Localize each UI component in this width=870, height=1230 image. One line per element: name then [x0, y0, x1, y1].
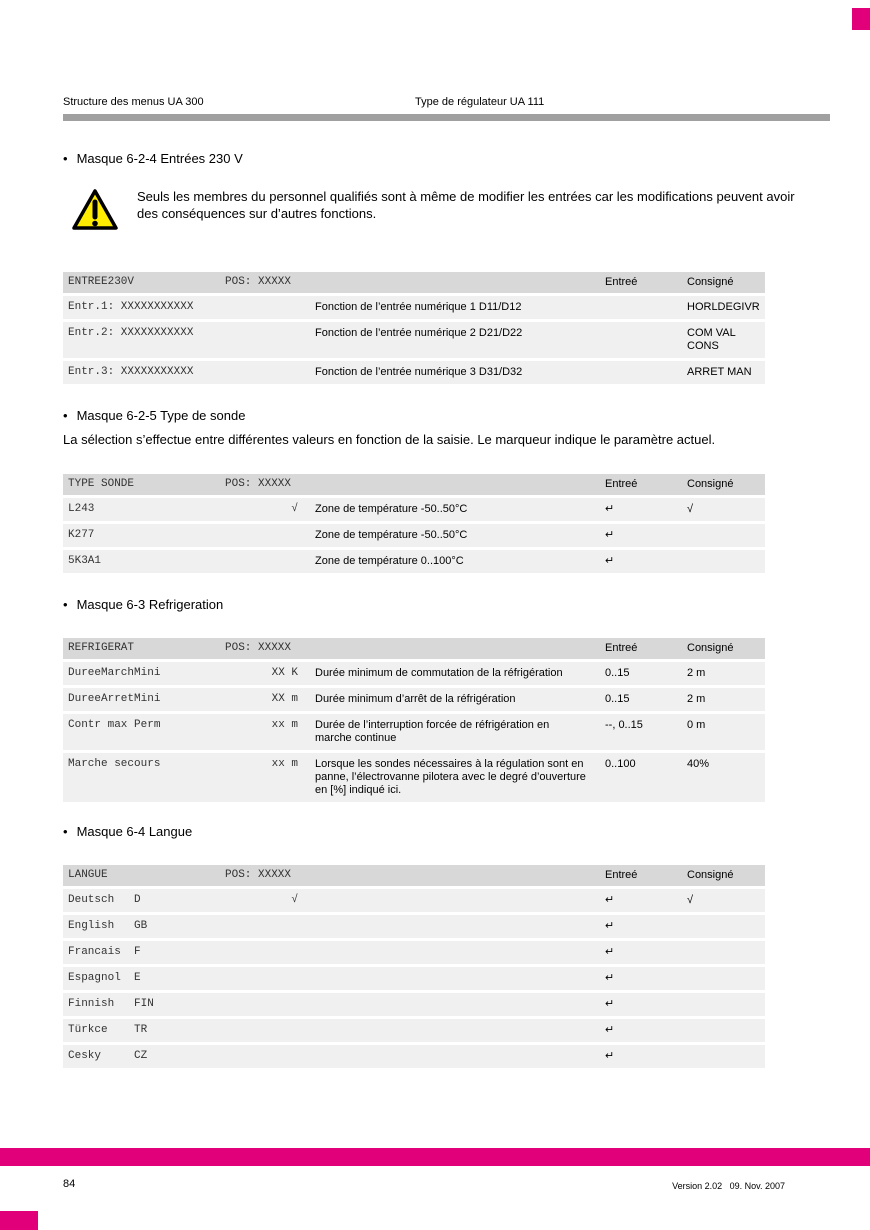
- corner-mark-bottom-left: [0, 1211, 38, 1230]
- table-pos: POS: XXXXX: [225, 642, 292, 654]
- page-content: [63, 0, 830, 1071]
- section-heading-6-2-4: • Masque 6-2-4 Entrées 230 V: [63, 151, 830, 166]
- cell-consigne: 2 m: [687, 667, 706, 679]
- cell-consigne: √: [687, 503, 694, 515]
- table-row: [63, 941, 765, 964]
- cell-desc: Fonction de l’entrée numérique 2 D21/D22: [315, 327, 523, 339]
- cell-entree: ↵: [605, 920, 615, 932]
- cell-desc: Lorsque les sondes nécessaires à la régulation sont en panne, l’électrovanne pilotera avec le degré d’ouverture en [%] indiqué ici.: [315, 758, 586, 796]
- cell-entree: ↵: [605, 894, 615, 906]
- cell-entree: --, 0..15: [605, 719, 643, 731]
- table-row: [63, 550, 765, 573]
- cell-entree: ↵: [605, 998, 615, 1010]
- cell-name: Francais F: [68, 946, 141, 958]
- table-header-row: [63, 865, 765, 886]
- cell-name: 5K3A1: [68, 555, 102, 567]
- table-header-row: [63, 474, 765, 495]
- col-header-entree: Entreé: [605, 642, 638, 654]
- cell-value: xx m: [271, 719, 298, 731]
- cell-desc: Fonction de l’entrée numérique 1 D11/D12: [315, 301, 522, 313]
- page-number: 84: [63, 1178, 76, 1190]
- cell-desc: Fonction de l’entrée numérique 3 D31/D32: [315, 366, 523, 378]
- table-row: [63, 753, 765, 802]
- cell-entree: ↵: [605, 972, 615, 984]
- section-heading-6-3: • Masque 6-3 Refrigeration: [63, 597, 830, 612]
- table-row: [63, 524, 765, 547]
- table-title: REFRIGERAT: [68, 642, 135, 654]
- cell-name: Finnish FIN: [68, 998, 154, 1010]
- cell-entree: ↵: [605, 1050, 615, 1062]
- table-row: [63, 688, 765, 711]
- cell-name: DureeArretMini: [68, 693, 161, 705]
- header-rule: [63, 114, 830, 121]
- table-row: [63, 714, 765, 750]
- running-header-right: Type de régulateur UA 111: [415, 96, 545, 108]
- warning-icon: [71, 188, 119, 232]
- cell-entree: 0..15: [605, 693, 630, 705]
- cell-value: xx m: [271, 758, 298, 770]
- col-header-consigne: Consigné: [687, 642, 734, 654]
- table-type-sonde: [63, 474, 765, 573]
- warning-text: Seuls les membres du personnel qualifiés sont à même de modifier les entrées car les modifications peuvent avoir des conséquences sur d’autres fonctions.: [137, 189, 795, 221]
- cell-entree: 0..15: [605, 667, 630, 679]
- col-header-consigne: Consigné: [687, 869, 734, 881]
- cell-consigne: √: [687, 894, 694, 906]
- table-entree230v: [63, 272, 765, 384]
- col-header-entree: Entreé: [605, 869, 638, 881]
- cell-entree: 0..100: [605, 758, 636, 770]
- section-heading-6-4: • Masque 6-4 Langue: [63, 824, 830, 839]
- cell-entree: ↵: [605, 503, 615, 515]
- cell-desc: Durée minimum de commutation de la réfrigération: [315, 667, 563, 679]
- table-row: [63, 993, 765, 1016]
- cell-name: Cesky CZ: [68, 1050, 148, 1062]
- table-row: [63, 498, 765, 521]
- cell-desc: Zone de température -50..50°C: [315, 503, 468, 515]
- warning-block: [63, 188, 830, 232]
- corner-mark-top-right: [852, 8, 870, 30]
- cell-name: Deutsch D: [68, 894, 141, 906]
- cell-name: K277: [68, 529, 95, 541]
- cell-entree: ↵: [605, 1024, 615, 1036]
- cell-entree: ↵: [605, 946, 615, 958]
- table-row: [63, 1045, 765, 1068]
- col-header-consigne: Consigné: [687, 276, 734, 288]
- cell-name: Entr.2: XXXXXXXXXXX: [68, 327, 194, 339]
- cell-desc: Durée de l’interruption forcée de réfrigération en marche continue: [315, 719, 550, 744]
- table-row: [63, 322, 765, 358]
- cell-entree: ↵: [605, 529, 615, 541]
- cell-consigne: ARRET MAN: [687, 366, 752, 378]
- cell-value: XX m: [271, 693, 298, 705]
- cell-consigne: HORLDEGIVR: [687, 301, 760, 313]
- table-pos: POS: XXXXX: [225, 869, 292, 881]
- table-row: [63, 889, 765, 912]
- table-pos: POS: XXXXX: [225, 276, 292, 288]
- cell-entree: ↵: [605, 555, 615, 567]
- cell-marker: √: [291, 503, 298, 515]
- cell-consigne: COM VAL CONS: [687, 327, 736, 352]
- table-row: [63, 361, 765, 384]
- table-header-row: [63, 272, 765, 293]
- cell-consigne: 40%: [687, 758, 710, 770]
- footer-accent-bar: [0, 1148, 870, 1166]
- cell-name: Espagnol E: [68, 972, 141, 984]
- cell-name: Marche secours: [68, 758, 161, 770]
- cell-desc: Zone de température -50..50°C: [315, 529, 468, 541]
- table-pos: POS: XXXXX: [225, 478, 292, 490]
- running-header-left: Structure des menus UA 300: [63, 96, 204, 108]
- table-title: LANGUE: [68, 869, 108, 881]
- col-header-consigne: Consigné: [687, 478, 734, 490]
- col-header-entree: Entreé: [605, 276, 638, 288]
- cell-desc: Durée minimum d’arrêt de la réfrigération: [315, 693, 516, 705]
- table-row: [63, 296, 765, 319]
- cell-name: L243: [68, 503, 95, 515]
- version-text: Version 2.02 09. Nov. 2007: [672, 1181, 785, 1191]
- running-header: [63, 96, 830, 110]
- table-row: [63, 967, 765, 990]
- table-header-row: [63, 638, 765, 659]
- sonde-intro-paragraph: La sélection s’effectue entre différentes valeurs en fonction de la saisie. Le marqueur indique le paramètre actuel.: [63, 432, 716, 447]
- cell-marker: √: [291, 894, 298, 906]
- cell-name: Entr.1: XXXXXXXXXXX: [68, 301, 194, 313]
- cell-name: Türkce TR: [68, 1024, 148, 1036]
- section-heading-6-2-5: • Masque 6-2-5 Type de sonde: [63, 408, 830, 423]
- cell-desc: Zone de température 0..100°C: [315, 555, 464, 567]
- table-title: ENTREE230V: [68, 276, 135, 288]
- table-row: [63, 1019, 765, 1042]
- table-refrigerat: [63, 638, 765, 802]
- cell-value: XX K: [271, 667, 298, 679]
- cell-consigne: 0 m: [687, 719, 706, 731]
- cell-name: English GB: [68, 920, 148, 932]
- cell-consigne: 2 m: [687, 693, 706, 705]
- table-row: [63, 915, 765, 938]
- table-row: [63, 662, 765, 685]
- cell-name: Contr max Perm: [68, 719, 161, 731]
- cell-name: DureeMarchMini: [68, 667, 161, 679]
- table-langue: [63, 865, 765, 1068]
- col-header-entree: Entreé: [605, 478, 638, 490]
- table-title: TYPE SONDE: [68, 478, 135, 490]
- cell-name: Entr.3: XXXXXXXXXXX: [68, 366, 194, 378]
